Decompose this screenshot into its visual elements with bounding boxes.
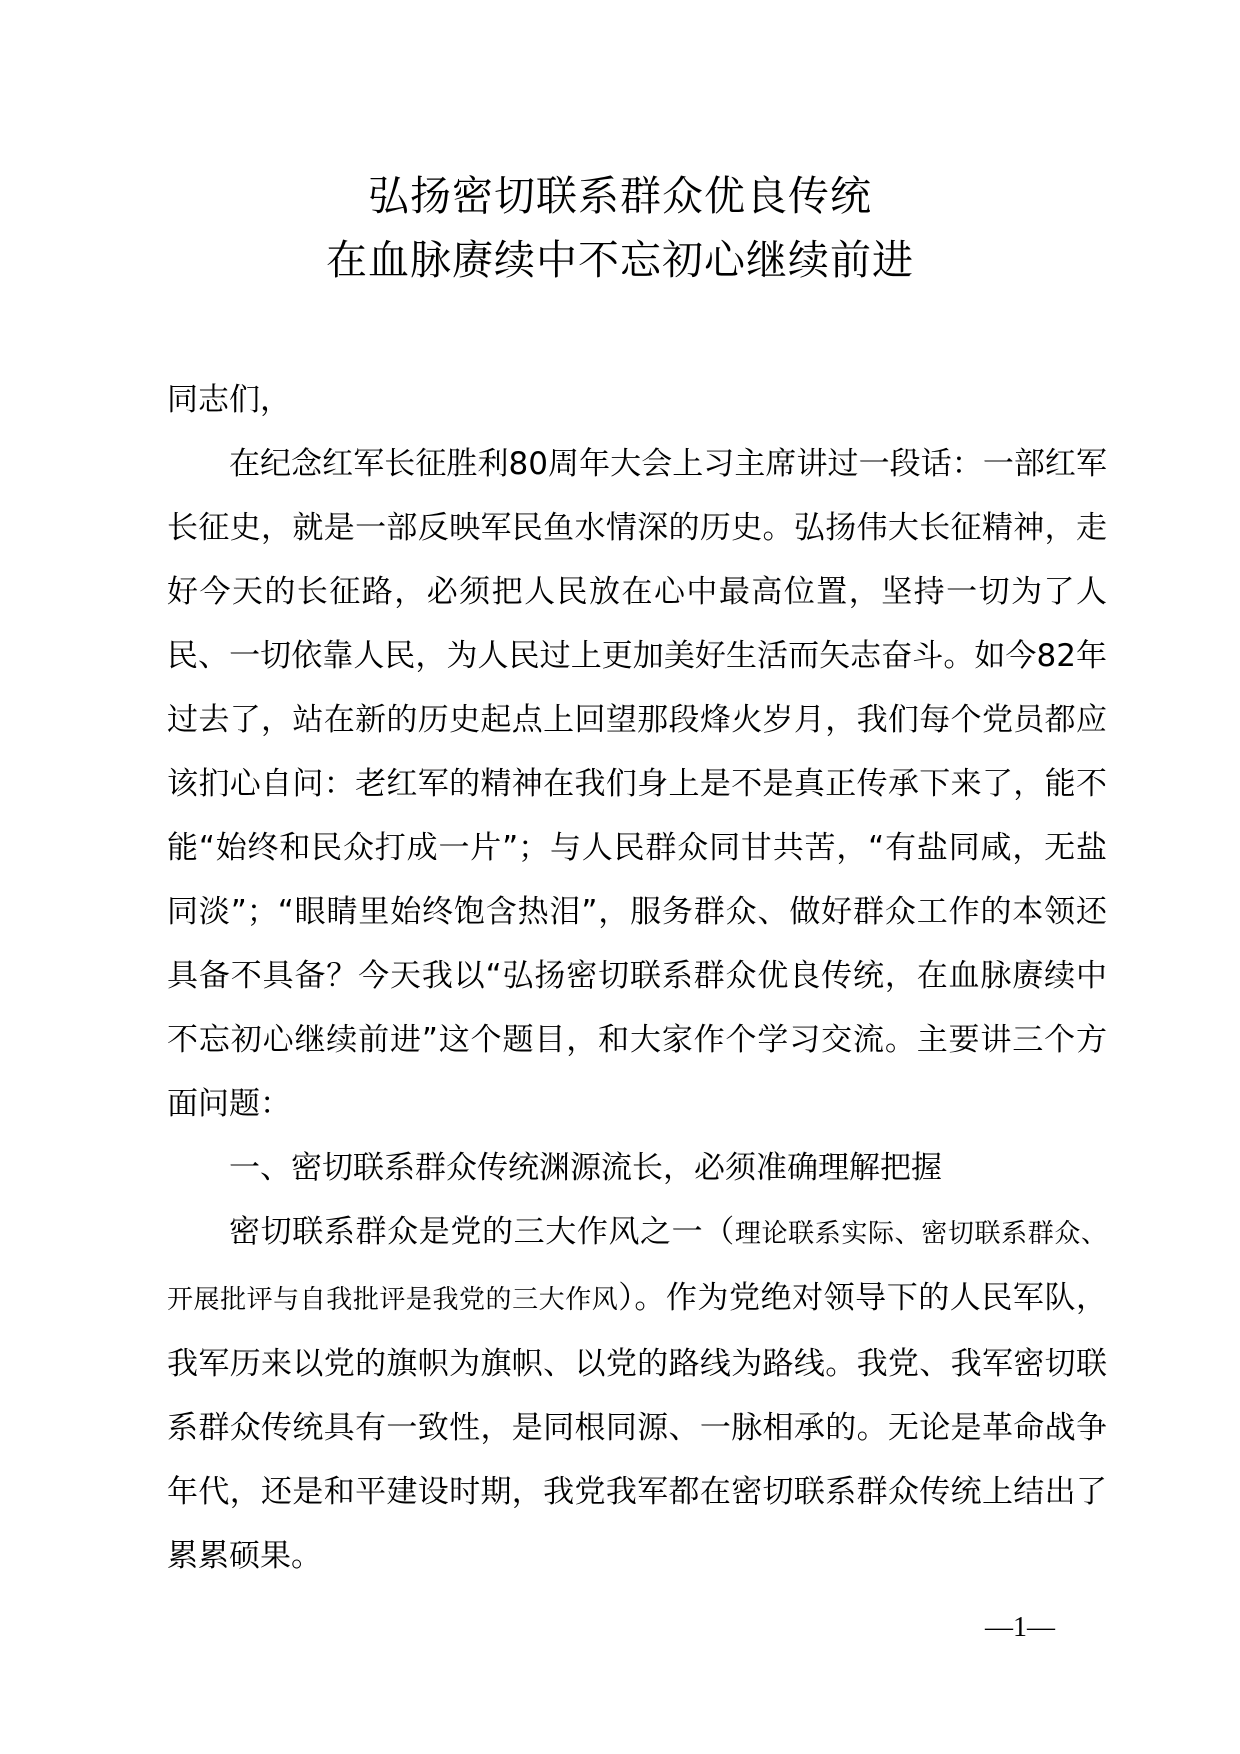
document-title-line-1: 弘扬密切联系群众优良传统 [368,172,872,220]
paragraph-section-1 [167,1200,1107,1588]
paragraph-intro: 在纪念红军长征胜利80周年大会上习主席讲过一段话：一部红军长征史，就是一部反映军民鱼水情深的历史。弘扬伟大长征精神，走好今天的长征路，必须把人民放在心中最高位置，坚持一切为了人民、一切依靠人民，为人民过上更加美好生活而矢志奋斗。如今82年过去了，站在新的历史起点上回望那段烽火岁月，我们每个党员都应该扪心自问：老红军的精神在我们身上是不是真正传承下来了，能不能“始终和民众打成一片”；与人民群众同甘共苦，“有盐同咸，无盐同淡”；“眼睛里始终饱含热泪”，服务群众、做好群众工作的本领还具备不具备？今天我以“弘扬密切联系群众优良传统，在血脉赓续中不忘初心继续前进”这个题目，和大家作个学习交流。主要讲三个方面问题： [167,446,1107,1122]
paragraph-section-1-start: 密切联系群众是党的三大作风之一（ [229,1214,735,1250]
document-body [167,368,1107,1588]
paragraph-section-1-rest: ）。作为党绝对领导下的人民军队，我军历来以党的旗帜为旗帜、以党的路线为路线。我党、我军密切联系群众传统具有一致性，是同根同源、一脉相承的。无论是革命战争年代，还是和平建设时期，我党我军都在密切联系群众传统上结出了累累硕果。 [167,1280,1107,1574]
page-number: —1— [985,1612,1055,1643]
document-title-line-2: 在血脉赓续中不忘初心继续前进 [326,236,914,284]
section-heading-1: 一、密切联系群众传统渊源流长，必须准确理解把握 [229,1150,942,1186]
paragraph-section-1-note: 理论联系实际、密切联系群众、开展批评与自我批评是我党的三大作风 [167,1219,1107,1315]
salutation: 同志们， [167,382,291,418]
